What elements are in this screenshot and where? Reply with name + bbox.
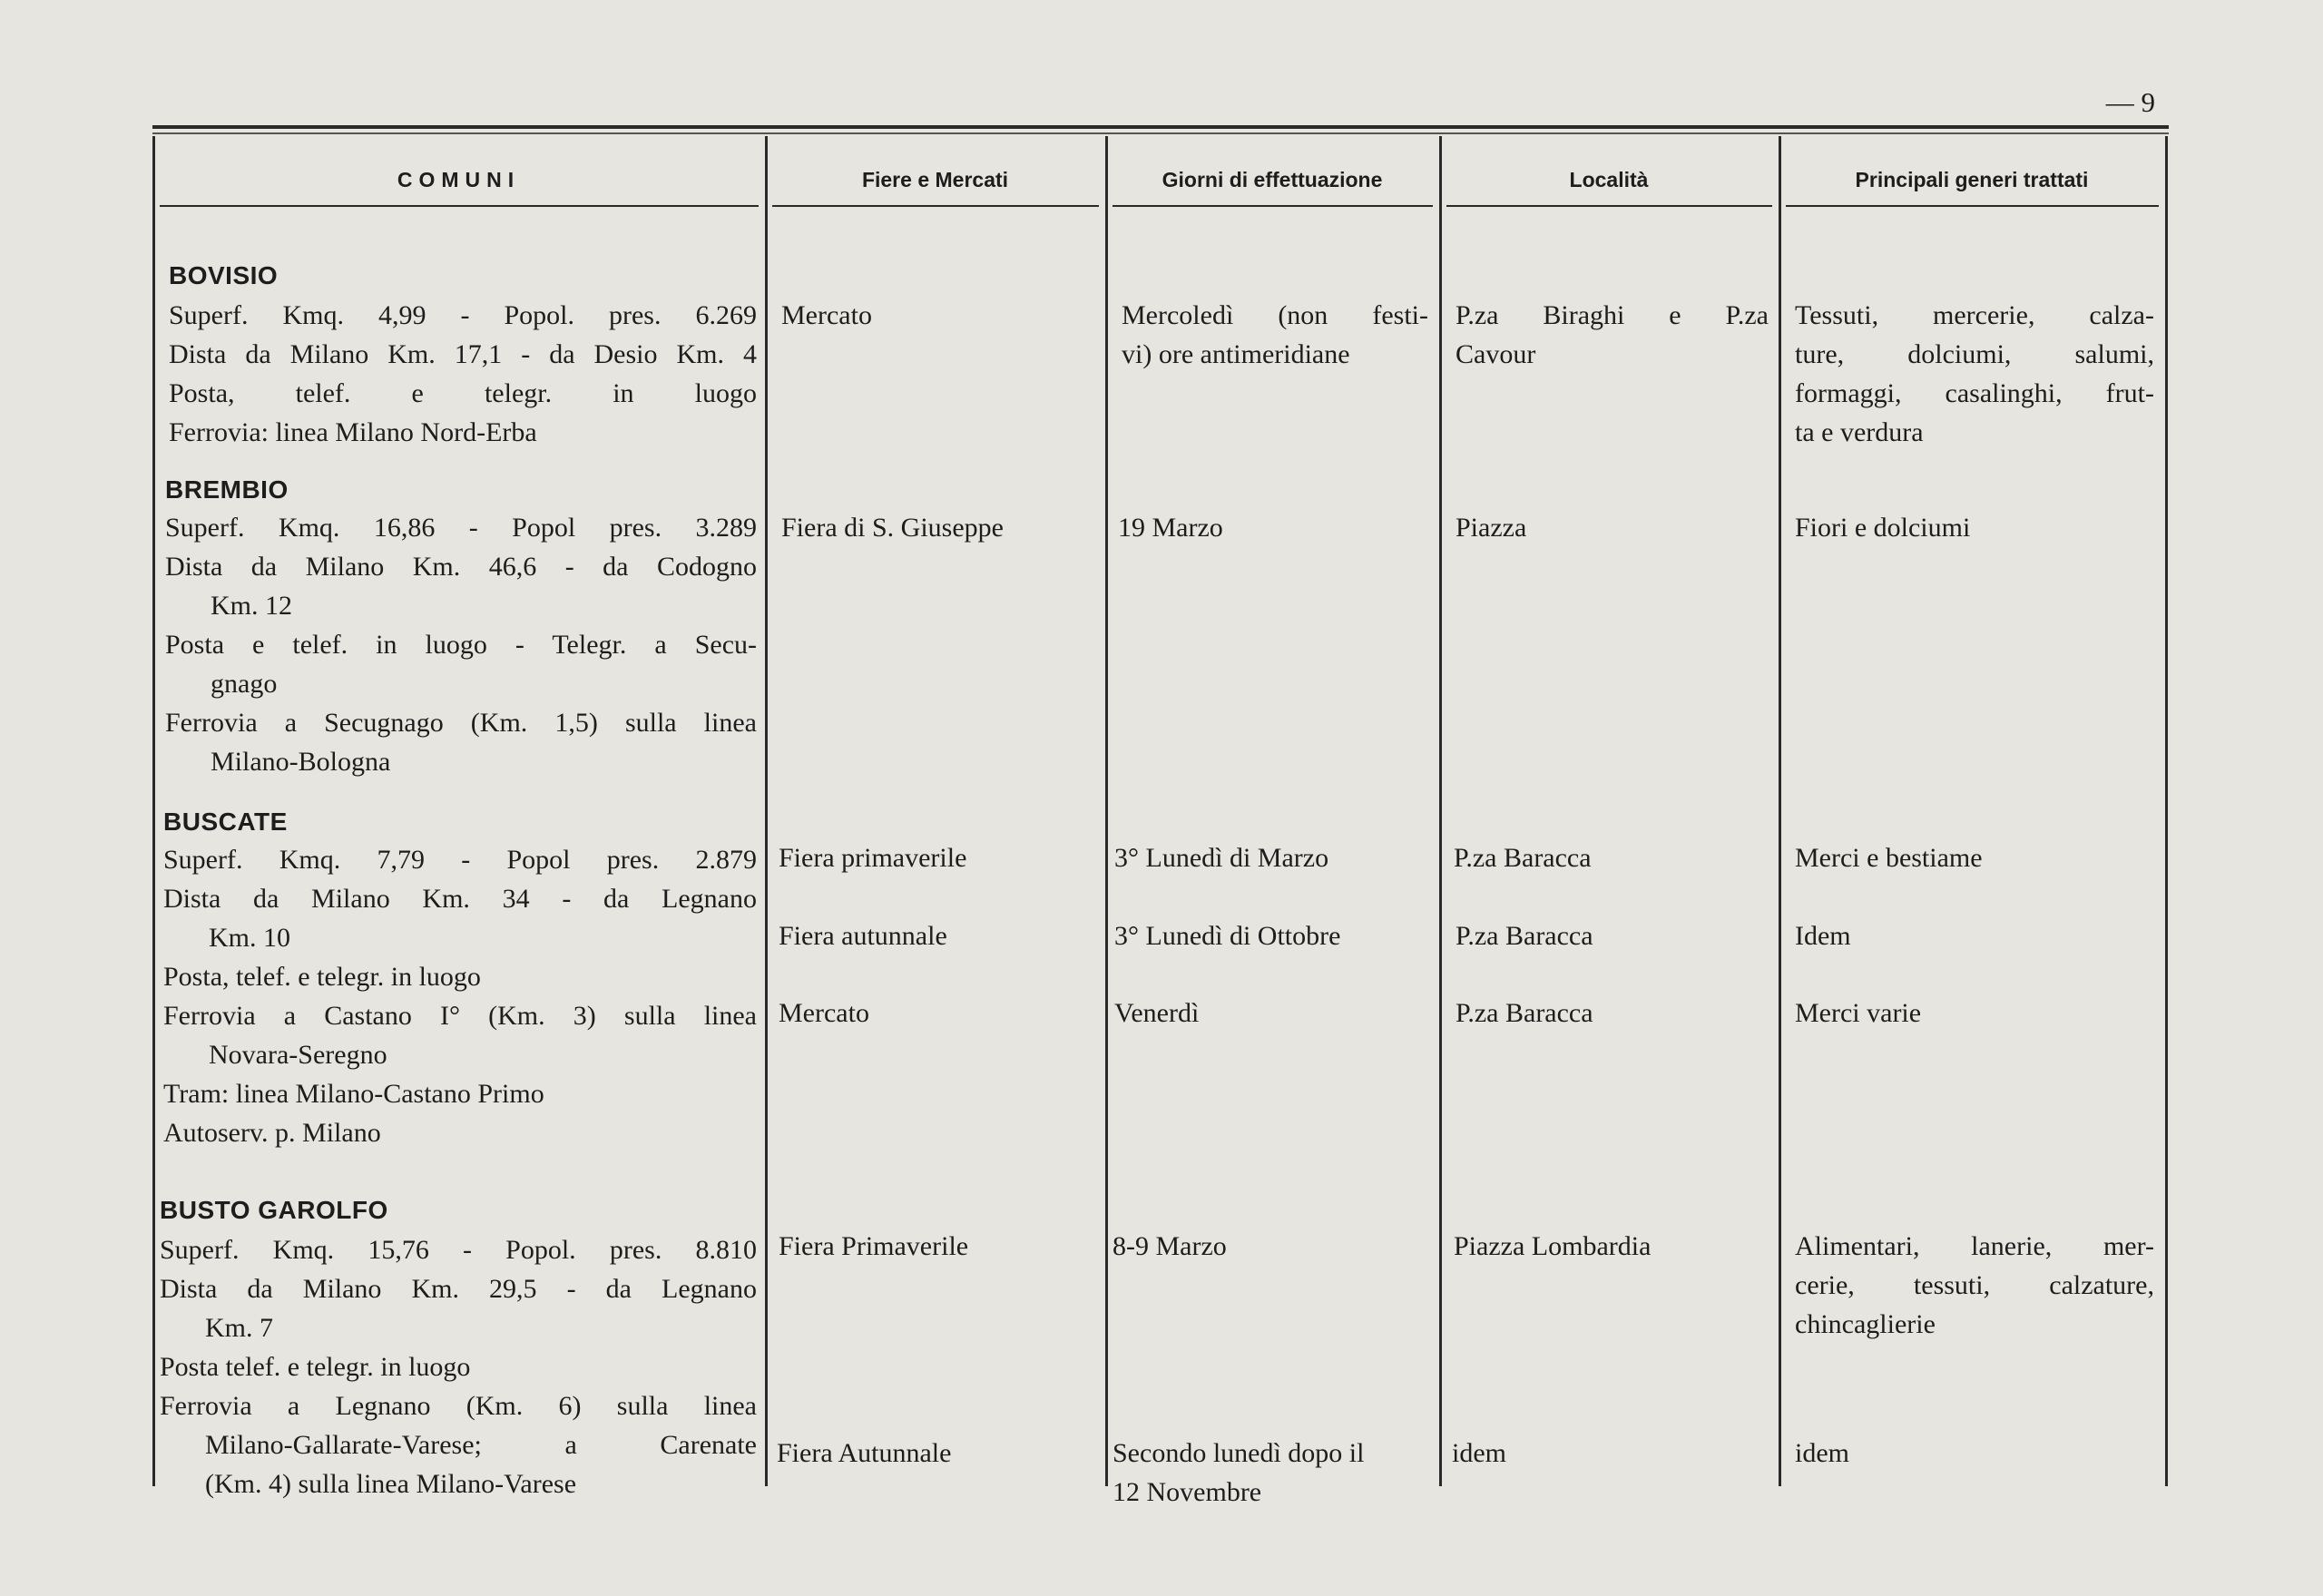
header-giorni: Giorni di effettuazione <box>1162 167 1383 191</box>
top-rule-thin <box>152 132 2169 134</box>
generi-value: Tessuti, mercerie, calza- ture, dolciumi, salumi, formaggi, casalinghi, frut- ta e verdura <box>1795 300 2154 447</box>
header-fiere: Fiere e Mercati <box>861 167 1009 191</box>
header-underline <box>772 205 1099 207</box>
column-divider <box>152 136 155 1486</box>
fiera-label: Fiera Autunnale <box>777 1438 952 1468</box>
comune-name: BUSTO GAROLFO <box>160 1196 388 1224</box>
table-frame <box>152 125 2169 1507</box>
giorni-value: 3° Lunedì di Marzo <box>1114 843 1329 873</box>
generi-value: idem <box>1795 1438 1849 1468</box>
giorni-value: Mercoledì (non festi- vi) ore antimeridiane <box>1122 300 1428 369</box>
comune-name: BOVISIO <box>169 261 279 289</box>
header-underline <box>1786 205 2159 207</box>
fiera-label: Mercato <box>779 998 869 1028</box>
giorni-value: Secondo lunedì dopo il 12 Novembre <box>1112 1438 1365 1507</box>
fiera-label: Fiera autunnale <box>779 921 947 951</box>
localita-value: idem <box>1452 1438 1506 1468</box>
fiera-label: Mercato <box>781 300 872 330</box>
generi-value: Fiori e dolciumi <box>1795 513 1971 543</box>
column-divider <box>2165 136 2168 1486</box>
comune-name: BUSCATE <box>163 808 288 836</box>
localita-value: P.za Baracca <box>1456 998 1593 1028</box>
giorni-value: 19 Marzo <box>1118 513 1223 543</box>
header-underline <box>1446 205 1772 207</box>
comune-info: Superf. Kmq. 7,79 - Popol pres. 2.879 Dista da Milano Km. 34 - da Legnano Km. 10 Posta, telef. e telegr. in luogo Ferrovia a Castano I° (Km. 3) sulla linea Novara-Seregno Tram: linea Milano-Castano Primo Autoserv. p. Milano <box>163 845 757 1148</box>
top-rule <box>152 125 2169 129</box>
header-generi: Principali generi trattati <box>1855 167 2089 191</box>
header-localita: Località <box>1569 167 1649 191</box>
generi-value: Merci varie <box>1795 998 1922 1028</box>
localita-value: P.za Baracca <box>1456 921 1593 951</box>
localita-value: P.za Baracca <box>1454 843 1592 873</box>
column-divider <box>1779 136 1781 1486</box>
generi-value: Alimentari, lanerie, mer- cerie, tessuti, calzature, chincaglierie <box>1795 1231 2154 1339</box>
localita-value: Piazza <box>1456 513 1527 543</box>
fiera-label: Fiera primaverile <box>779 843 967 873</box>
comune-info: Superf. Kmq. 15,76 - Popol. pres. 8.810 Dista da Milano Km. 29,5 - da Legnano Km. 7 Posta telef. e telegr. in luogo Ferrovia a Legnano (Km. 6) sulla linea Milano-Gallarate-Varese; a Carenate (Km. 4) sulla linea Milano-Varese <box>160 1235 757 1499</box>
giorni-value: 8-9 Marzo <box>1112 1231 1227 1261</box>
comune-info: Superf. Kmq. 4,99 - Popol. pres. 6.269 Dista da Milano Km. 17,1 - da Desio Km. 4 Posta, telef. e telegr. in luogo Ferrovia: linea Milano Nord-Erba <box>169 300 757 447</box>
localita-value: P.za Biraghi e P.za Cavour <box>1456 300 1769 369</box>
header-underline <box>1112 205 1433 207</box>
fiera-label: Fiera di S. Giuseppe <box>781 513 1004 543</box>
column-divider <box>1105 136 1108 1486</box>
header-comuni: COMUNI <box>397 167 521 191</box>
localita-value: Piazza Lombardia <box>1454 1231 1652 1261</box>
comune-name: BREMBIO <box>165 475 289 504</box>
generi-value: Merci e bestiame <box>1795 843 1983 873</box>
column-divider <box>1439 136 1442 1486</box>
page-number: — 9 <box>2105 86 2155 118</box>
fiera-label: Fiera Primaverile <box>779 1231 969 1261</box>
giorni-value: Venerdì <box>1114 998 1200 1028</box>
giorni-value: 3° Lunedì di Ottobre <box>1114 921 1341 951</box>
header-underline <box>160 205 759 207</box>
generi-value: Idem <box>1795 921 1851 951</box>
comune-info: Superf. Kmq. 16,86 - Popol pres. 3.289 Dista da Milano Km. 46,6 - da Codogno Km. 12 Posta e telef. in luogo - Telegr. a Secu- gnago Ferrovia a Secugnago (Km. 1,5) sulla linea Milano-Bologna <box>165 513 757 777</box>
column-divider <box>765 136 768 1486</box>
